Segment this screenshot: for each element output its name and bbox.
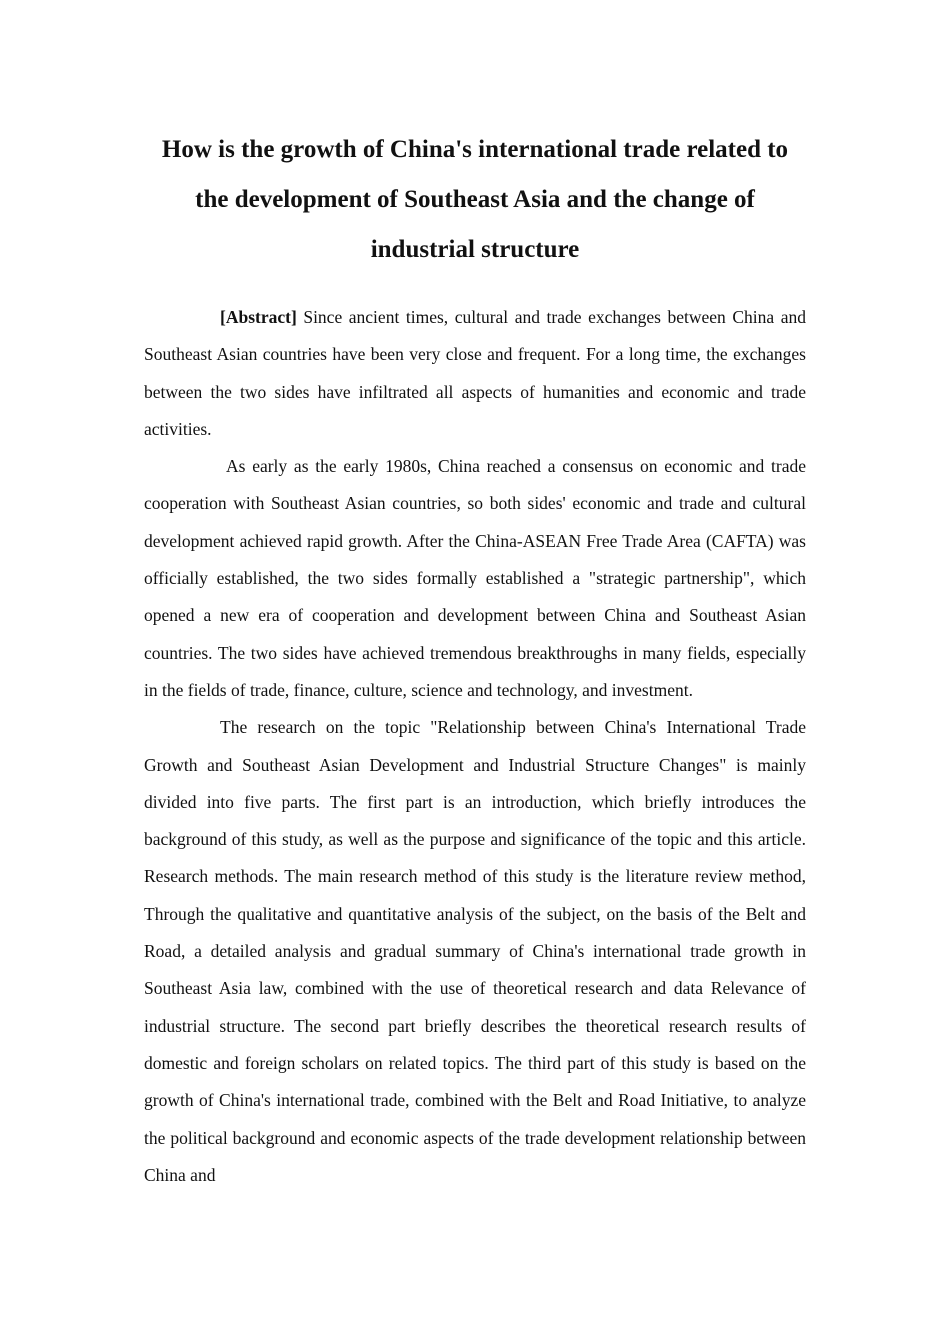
abstract-text: Since ancient times, cultural and trade exchanges between China and Southeast Asian countries have been very close and frequent. For a long time, the exchanges between the two sides have infiltrated all aspects of humanities and economic and trade activities. bbox=[144, 307, 806, 439]
document-page bbox=[144, 125, 806, 1194]
body-paragraph-2: As early as the early 1980s, China reached a consensus on economic and trade cooperation with Southeast Asian countries, so both sides' economic and trade and cultural development achieved rapid growth. After the China-ASEAN Free Trade Area (CAFTA) was officially established, the two sides formally established a "strategic partnership", which opened a new era of cooperation and development between China and Southeast Asian countries. The two sides have achieved tremendous breakthroughs in many fields, especially in the fields of trade, finance, culture, science and technology, and investment. bbox=[144, 456, 806, 700]
document-title: How is the growth of China's international trade related to the development of Southeast Asia and the change of industrial structure bbox=[161, 136, 789, 263]
abstract-paragraph bbox=[144, 299, 806, 448]
abstract-label: [Abstract] bbox=[220, 307, 297, 327]
document-body bbox=[144, 299, 806, 1194]
body-paragraph-3: The research on the topic "Relationship between China's International Trade Growth and Southeast Asian Development and Industrial Structure Changes" is mainly divided into five parts. The first part is an introduction, which briefly introduces the background of this study, as well as the purpose and significance of the topic and this article. Research methods. The main research method of this study is the literature review method, Through the qualitative and quantitative analysis of the subject, on the basis of the Belt and Road, a detailed analysis and gradual summary of China's international trade growth in Southeast Asia law, combined with the use of theoretical research and data Relevance of industrial structure. The second part briefly describes the theoretical research results of domestic and foreign scholars on related topics. The third part of this study is based on the growth of China's international trade, combined with the Belt and Road Initiative, to analyze the political background and economic aspects of the trade development relationship between China and bbox=[144, 717, 806, 1185]
